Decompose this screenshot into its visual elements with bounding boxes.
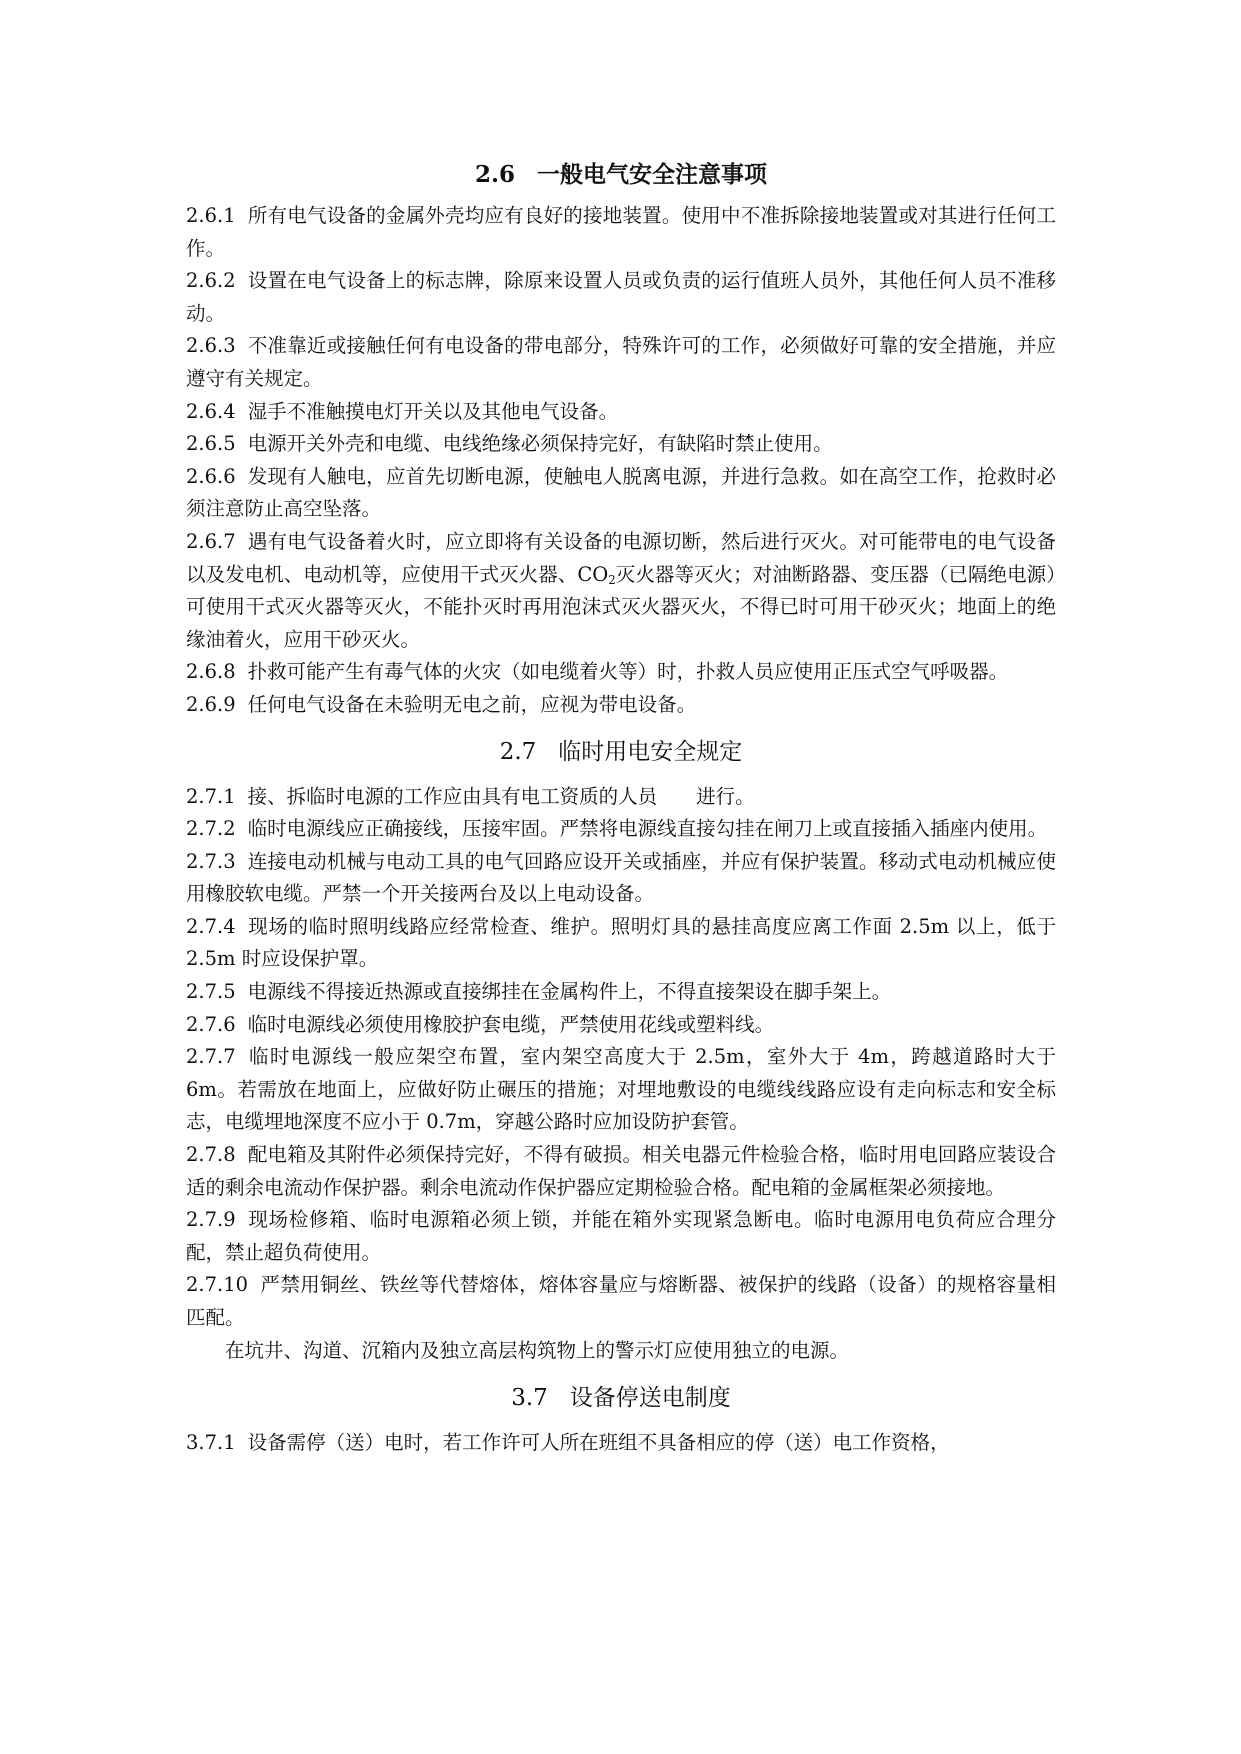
section-heading-2-7 — [186, 727, 1056, 777]
clause-2-6-6 — [186, 461, 1056, 526]
clause-text: 扑救可能产生有毒气体的火灾（如电缆着火等）时，扑救人员应使用正压式空气呼吸器。 — [247, 660, 1009, 684]
clause-number: 2.6.6 — [186, 464, 236, 488]
clause-number: 2.6.9 — [186, 692, 236, 716]
section-heading-2-6 — [186, 150, 1056, 200]
clause-3-7-1 — [186, 1427, 1056, 1460]
clause-text: 临时电源线一般应架空布置，室内架空高度大于 2.5m，室外大于 4m，跨越道路时大于 6m。若需放在地面上，应做好防止碾压的措施；对埋地敷设的电缆线线路应设有走向标志和安全标志，电缆埋地深度不应小于 0.7m，穿越公路时应加设防护套管。 — [186, 1045, 1057, 1134]
clause-text: 设置在电气设备上的标志牌，除原来设置人员或负责的运行值班人员外，其他任何人员不准移动。 — [186, 269, 1056, 325]
clause-2-6-4 — [186, 396, 1056, 429]
clause-number: 2.6.1 — [186, 204, 236, 227]
clause-2-6-7 — [186, 526, 1056, 656]
document-body — [186, 150, 1056, 1460]
clause-2-6-9 — [186, 689, 1056, 722]
clause-text: 所有电气设备的金属外壳均应有良好的接地装置。使用中不准拆除接地装置或对其进行任何工作。 — [186, 204, 1056, 260]
clause-number: 2.6.3 — [186, 334, 236, 358]
clause-text: 连接电动机械与电动工具的电气回路应设开关或插座，并应有保护装置。移动式电动机械应使用橡胶软电缆。严禁一个开关接两台及以上电动设备。 — [186, 849, 1056, 906]
clause-2-6-5 — [186, 428, 1056, 461]
clause-number: 3.7.1 — [186, 1431, 236, 1455]
clause-text: 现场检修箱、临时电源箱必须上锁，并能在箱外实现紧急断电。临时电源用电负荷应合理分配，禁止超负荷使用。 — [186, 1208, 1056, 1264]
clause-number: 2.7.6 — [186, 1012, 236, 1036]
section-title: 一般电气安全注意事项 — [537, 161, 767, 188]
clause-text: 现场的临时照明线路应经常检查、维护。照明灯具的悬挂高度应离工作面 2.5m 以上，低于 2.5m 时应设保护罩。 — [186, 914, 1056, 971]
clause-2-7-7 — [186, 1041, 1056, 1139]
clause-2-7-9 — [186, 1204, 1056, 1269]
clause-2-6-1 — [186, 200, 1056, 265]
subscript-2: 2 — [608, 572, 616, 587]
section-title: 设备停送电制度 — [569, 1385, 731, 1412]
clause-number: 2.7.1 — [186, 784, 236, 808]
clause-2-7-8 — [186, 1139, 1056, 1204]
clause-text-part-a: 遇有电气设备着火时，应立即将有关设备的电源切断，然后进行灭火。对可能带电的电气设备以及发电机、电动机等，应使用干式灭火器、CO — [186, 529, 1056, 586]
clause-text: 电源线不得接近热源或直接绑挂在金属构件上，不得直接架设在脚手架上。 — [247, 980, 892, 1004]
clause-2-7-5 — [186, 976, 1056, 1009]
clause-number: 2.7.7 — [186, 1045, 236, 1069]
clause-2-6-2 — [186, 265, 1056, 330]
clause-2-7-4 — [186, 911, 1056, 976]
section-number: 2.6 — [474, 161, 515, 188]
clause-text-part-b: 灭火器等灭火；对油断路器、变压器（已隔绝电源）可使用干式灭火器等灭火，不能扑灭时再用泡沫式灭火器灭火，不得已时可用干砂灭火；地面上的绝缘油着火，应用干砂灭火。 — [186, 562, 1056, 651]
clause-text: 电源开关外壳和电缆、电线绝缘必须保持完好，有缺陷时禁止使用。 — [247, 432, 833, 456]
clause-text: 设备需停（送）电时，若工作许可人所在班组不具备相应的停（送）电工作资格， — [247, 1431, 950, 1455]
clause-number: 2.7.3 — [186, 849, 236, 873]
clause-number: 2.7.4 — [186, 914, 236, 938]
clause-number: 2.7.10 — [186, 1273, 249, 1297]
section-heading-3-7 — [186, 1373, 1056, 1423]
clause-text: 配电箱及其附件必须保持完好，不得有破损。相关电器元件检验合格，临时用电回路应装设合适的剩余电流动作保护器。剩余电流动作保护器应定期检验合格。配电箱的金属框架必须接地。 — [186, 1143, 1056, 1199]
section-title: 临时用电安全规定 — [558, 738, 743, 765]
clause-2-7-10 — [186, 1269, 1056, 1334]
clause-text: 发现有人触电，应首先切断电源，使触电人脱离电源，并进行急救。如在高空工作，抢救时必须注意防止高空坠落。 — [186, 464, 1056, 521]
clause-number: 2.6.2 — [186, 269, 236, 293]
section-number: 3.7 — [511, 1385, 548, 1412]
clause-number: 2.7.5 — [186, 980, 236, 1004]
clause-2-6-3 — [186, 330, 1056, 395]
clause-number: 2.6.4 — [186, 399, 236, 423]
clause-number: 2.6.8 — [186, 660, 236, 684]
clause-text: 临时电源线必须使用橡胶护套电缆，严禁使用花线或塑料线。 — [247, 1012, 775, 1036]
clause-2-7-2 — [186, 813, 1056, 846]
clause-number: 2.7.2 — [186, 817, 236, 841]
clause-text: 临时电源线应正确接线，压接牢固。严禁将电源线直接勾挂在闸刀上或直接插入插座内使用。 — [247, 817, 1048, 841]
clause-2-7-1 — [186, 781, 1056, 814]
clause-text: 任何电气设备在未验明无电之前，应视为带电设备。 — [247, 692, 697, 716]
clause-text: 不准靠近或接触任何有电设备的带电部分，特殊许可的工作，必须做好可靠的安全措施，并应遵守有关规定。 — [186, 334, 1056, 390]
clause-number: 2.7.9 — [186, 1208, 236, 1232]
clause-2-7-3 — [186, 846, 1056, 911]
clause-2-7-6 — [186, 1009, 1056, 1042]
closing-paragraph: 在坑井、沟道、沉箱内及独立高层构筑物上的警示灯应使用独立的电源。 — [225, 1338, 850, 1362]
clause-number: 2.6.7 — [186, 529, 236, 553]
clause-2-6-8 — [186, 656, 1056, 689]
clause-number: 2.7.8 — [186, 1143, 236, 1167]
clause-text: 严禁用铜丝、铁丝等代替熔体，熔体容量应与熔断器、被保护的线路（设备）的规格容量相匹配。 — [186, 1273, 1056, 1329]
clause-text: 接、拆临时电源的工作应由具有电工资质的人员 进行。 — [247, 784, 755, 808]
clause-number: 2.6.5 — [186, 432, 236, 456]
clause-text: 湿手不准触摸电灯开关以及其他电气设备。 — [247, 399, 619, 423]
section-number: 2.7 — [499, 738, 537, 765]
